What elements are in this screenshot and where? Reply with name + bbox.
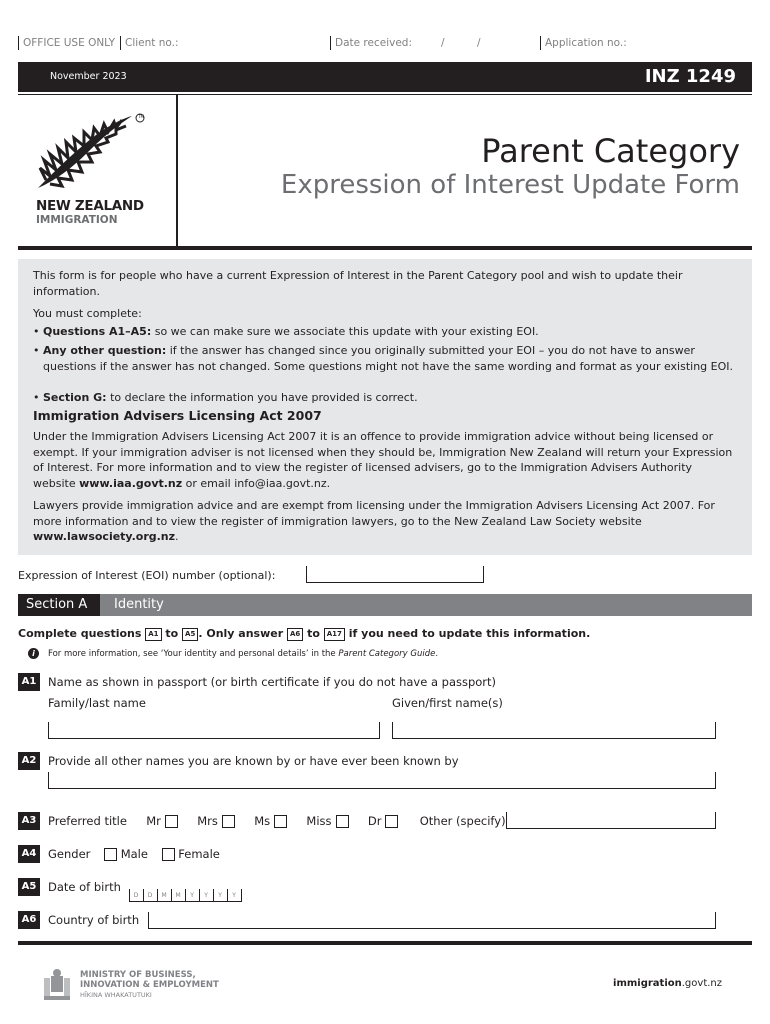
dob-label: Date of birth [48, 880, 121, 894]
question-number-a5: A5 [18, 878, 40, 896]
nz-coat-of-arms-icon [40, 968, 74, 1002]
q-ref-a1: A1 [145, 628, 161, 641]
male-label: Male [120, 847, 148, 861]
dob-y3: Y [213, 889, 227, 902]
office-use-strip [18, 36, 752, 52]
a3-row [48, 814, 506, 828]
bullet-section-g: • Section G: to declare the information you have provided is correct. [33, 391, 418, 404]
bullet-other-question: • Any other question: if the answer has changed since you originally submitted your EOI – you do not have to answer questions if the answer has not changed. Some questions might not have the same wording and format as your existing EOI. [33, 344, 734, 373]
section-code: Section A [18, 594, 100, 616]
question-number-a1: A1 [18, 673, 40, 691]
question-number-a4: A4 [18, 845, 40, 863]
complete-instructions: Complete questions A1 to A5 . Only answer A6 to A17 if you need to update this information. [18, 627, 591, 640]
form-code: INZ 1249 [644, 66, 736, 87]
date-sep-1: / [441, 37, 445, 49]
silver-fern-icon [36, 110, 146, 192]
intro-text: This form is for people who have a current Expression of Interest in the Parent Category pool and wish to update their information. [33, 269, 683, 298]
law-society-link[interactable]: www.lawsociety.org.nz [33, 530, 176, 543]
preferred-title-label: Preferred title [48, 814, 127, 828]
question-number-a2: A2 [18, 752, 40, 770]
section-name: Identity [114, 597, 164, 612]
gender-label: Gender [48, 847, 91, 861]
info-icon: i [28, 648, 39, 659]
mr-checkbox[interactable] [165, 815, 178, 828]
section-a-bar [18, 594, 752, 616]
eoi-number-input[interactable] [306, 566, 484, 583]
dob-d1: D [129, 889, 143, 902]
guide-note: For more information, see ‘Your identity and personal details’ in the Parent Category Guide. [48, 649, 439, 659]
q-ref-a6: A6 [287, 628, 303, 641]
application-no-field[interactable]: Application no.: [540, 36, 627, 50]
given-name-label: Given/first name(s) [392, 696, 503, 710]
dr-checkbox[interactable] [385, 815, 398, 828]
info-box [18, 259, 752, 555]
logo-line1: NEW ZEALAND [36, 198, 144, 214]
female-label: Female [178, 847, 220, 861]
nz-immigration-logo [36, 110, 156, 230]
other-title-label: Other (specify) [419, 814, 506, 828]
a1-label: Name as shown in passport (or birth certificate if you do not have a passport) [48, 675, 497, 689]
iaa-text: Under the Immigration Advisers Licensing Act 2007 it is an offence to provide immigration advice without being licensed or exempt. If your immigration adviser is not licensed when they should be, Immigration New Zealand will return your Expression of Interest. For more information and to view the register of licensed advisers, go to the Immigration Advisers Authority website www.iaa.govt.nz or email info@iaa.govt.nz. [33, 430, 733, 490]
a5-row [48, 880, 242, 902]
title-rule [18, 246, 752, 250]
mr-label: Mr [146, 814, 161, 828]
given-name-input[interactable] [392, 722, 716, 739]
ms-checkbox[interactable] [274, 815, 287, 828]
dob-y1: Y [185, 889, 199, 902]
iaa-heading: Immigration Advisers Licensing Act 2007 [33, 408, 322, 423]
dr-label: Dr [367, 814, 382, 828]
page-title: Parent Category [481, 132, 740, 170]
dob-input[interactable] [129, 886, 242, 902]
question-number-a3: A3 [18, 812, 40, 830]
other-title-input[interactable] [506, 812, 716, 829]
bullet-questions: • Questions A1–A5: so we can make sure we associate this update with your existing EOI. [33, 325, 539, 338]
mrs-label: Mrs [197, 814, 218, 828]
country-of-birth-input[interactable] [148, 912, 716, 929]
form-date: November 2023 [50, 71, 127, 82]
footer-rule [18, 941, 752, 945]
family-name-label: Family/last name [48, 696, 146, 710]
a4-row [48, 847, 220, 861]
date-received-field[interactable]: Date received: / / [330, 36, 535, 50]
eoi-label: Expression of Interest (EOI) number (optional): [18, 569, 276, 582]
miss-label: Miss [306, 814, 332, 828]
office-use-label: OFFICE USE ONLY [18, 36, 115, 50]
dob-m2: M [171, 889, 185, 902]
mrs-checkbox[interactable] [222, 815, 235, 828]
client-no-field[interactable]: Client no.: [120, 36, 179, 50]
logo-line2: IMMIGRATION [36, 214, 118, 226]
a2-label: Provide all other names you are known by or have ever been known by [48, 754, 459, 768]
dob-y2: Y [199, 889, 213, 902]
miss-checkbox[interactable] [336, 815, 349, 828]
question-number-a6: A6 [18, 911, 40, 929]
male-checkbox[interactable] [104, 848, 117, 861]
page-subtitle: Expression of Interest Update Form [280, 170, 740, 200]
trademark-mark: TM [138, 114, 144, 119]
header-banner [18, 62, 752, 92]
header-rule [18, 94, 752, 95]
lawyers-text: Lawyers provide immigration advice and are exempt from licensing under the Immigration Advisers Licensing Act 2007. For more information and to view the register of immigration lawyers, go to the New Zealand Law Society website www.lawsociety.org.nz. [33, 499, 715, 543]
dob-m1: M [157, 889, 171, 902]
q-ref-a17: A17 [324, 628, 345, 641]
female-checkbox[interactable] [162, 848, 175, 861]
mbie-logo-text: MINISTRY OF BUSINESS, INNOVATION & EMPLOYMENT HĪKINA WHAKATUTUKI [80, 970, 219, 999]
family-name-input[interactable] [48, 722, 380, 739]
header-divider [176, 95, 178, 247]
ms-label: Ms [254, 814, 271, 828]
q-ref-a5: A5 [182, 628, 198, 641]
footer-website[interactable]: immigration.govt.nz [613, 978, 722, 989]
iaa-link[interactable]: www.iaa.govt.nz [79, 476, 183, 490]
dob-d2: D [143, 889, 157, 902]
country-of-birth-label: Country of birth [48, 913, 140, 927]
date-sep-2: / [477, 37, 481, 49]
must-complete-text: You must complete: [33, 307, 142, 320]
other-names-input[interactable] [48, 772, 716, 789]
dob-y4: Y [227, 889, 242, 902]
